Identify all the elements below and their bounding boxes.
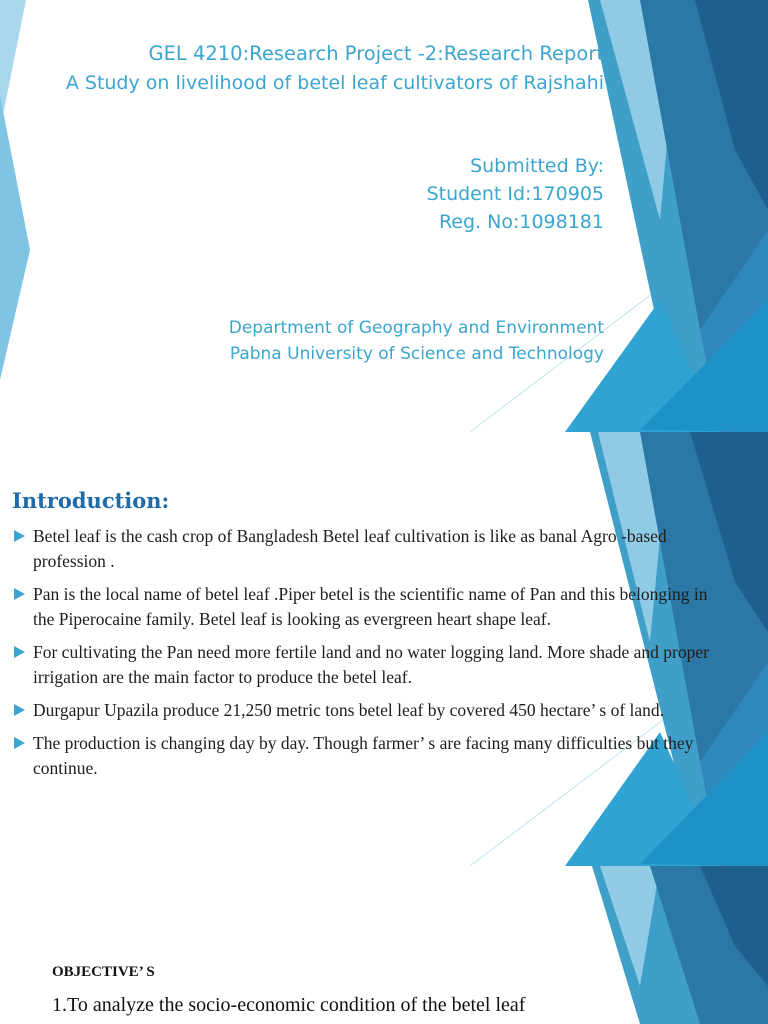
study-title: A Study on livelihood of betel leaf cultivators of Rajshahi bbox=[65, 72, 604, 94]
submission-info bbox=[427, 152, 604, 236]
student-id: Student Id:170905 bbox=[426, 183, 604, 205]
triangle-arrow-icon bbox=[14, 704, 25, 716]
triangle-arrow-icon bbox=[14, 646, 25, 658]
department-name: Department of Geography and Environment bbox=[228, 318, 604, 338]
institution-info bbox=[229, 315, 604, 367]
introduction-bullet-list bbox=[12, 524, 712, 789]
objectives-heading: OBJECTIVE’ S bbox=[52, 964, 155, 980]
triangle-arrow-icon bbox=[14, 588, 25, 600]
triangle-arrow-icon bbox=[14, 530, 25, 542]
list-item: Durgapur Upazila produce 21,250 metric tons betel leaf by covered 450 hectare’ s of land. bbox=[12, 698, 712, 723]
registration-number: Reg. No:1098181 bbox=[438, 211, 604, 233]
introduction-heading: Introduction: bbox=[12, 488, 170, 513]
objective-item: 1.To analyze the socio-economic condition of the betel leaf bbox=[52, 994, 526, 1016]
triangle-arrow-icon bbox=[14, 737, 25, 749]
list-item: Pan is the local name of betel leaf .Piper betel is the scientific name of Pan and this belonging in the Piperocaine family. Betel leaf is looking as evergreen heart shape leaf. bbox=[12, 582, 712, 632]
title-slide bbox=[0, 0, 768, 432]
list-item: Betel leaf is the cash crop of Bangladesh Betel leaf cultivation is like as banal Agro -based profession . bbox=[12, 524, 712, 574]
list-item: The production is changing day by day. Though farmer’ s are facing many difficulties but they continue. bbox=[12, 731, 712, 781]
course-title: GEL 4210:Research Project -2:Research Report bbox=[148, 42, 604, 65]
university-name: Pabna University of Science and Technology bbox=[229, 344, 604, 364]
objectives-slide bbox=[0, 866, 768, 1024]
submitted-by-label: Submitted By: bbox=[470, 155, 604, 177]
introduction-slide bbox=[0, 432, 768, 866]
list-item: For cultivating the Pan need more fertile land and no water logging land. More shade and proper irrigation are the main factor to produce the betel leaf. bbox=[12, 640, 712, 690]
